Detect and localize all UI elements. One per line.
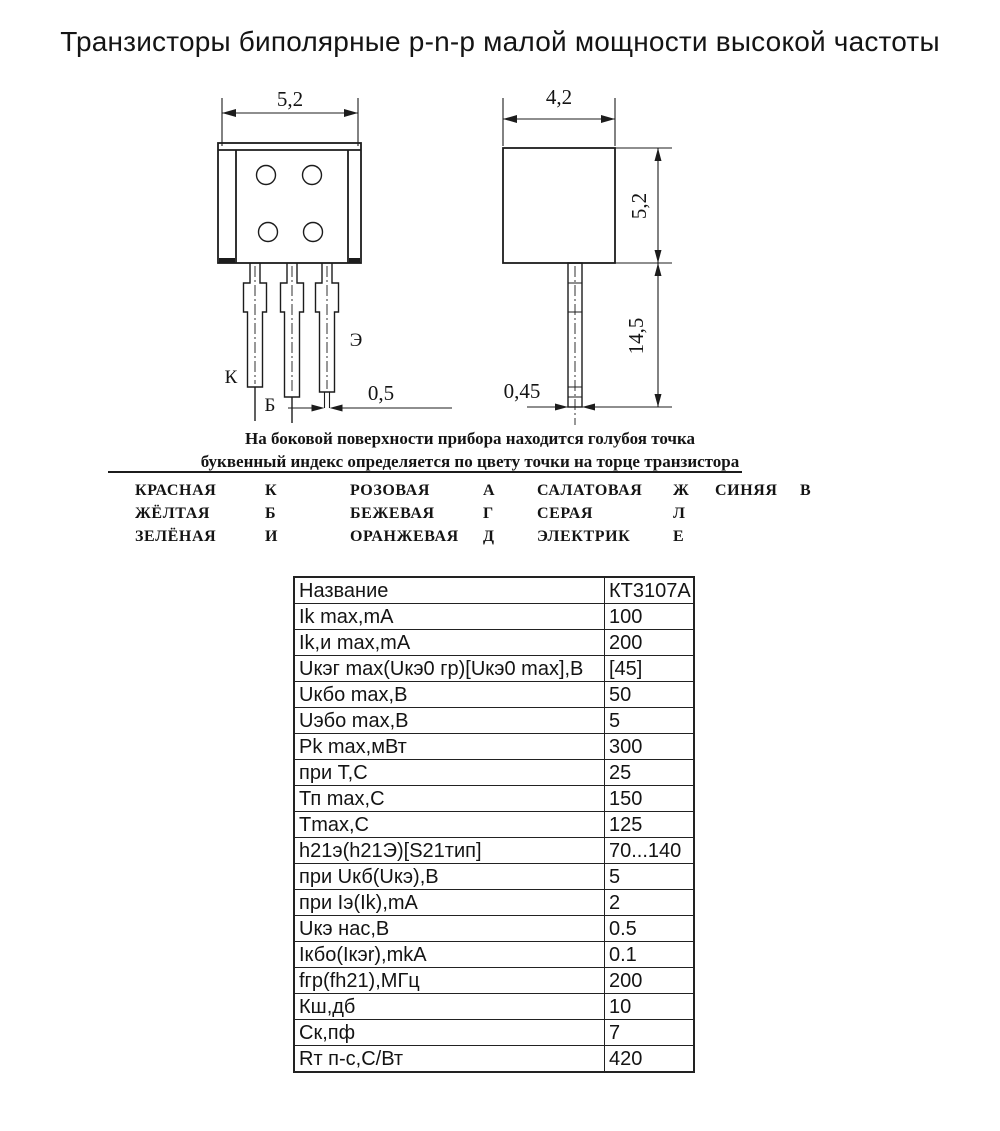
param-value: 5	[605, 708, 695, 734]
param-value: 100	[605, 604, 695, 630]
base-lead-label: Б	[264, 395, 276, 416]
table-row	[294, 968, 694, 994]
index-letter: А	[483, 481, 496, 499]
side-body-outline	[503, 148, 615, 263]
front-width-dimension: 5,2	[276, 87, 304, 111]
index-letter: И	[265, 527, 279, 545]
param-value: 5	[605, 864, 695, 890]
index-letter: Д	[483, 527, 495, 545]
table-row	[294, 942, 694, 968]
param-name: h21э(h21Э)[S21тип]	[294, 838, 605, 864]
divider-line	[108, 471, 742, 473]
side-depth-dimension: 4,2	[545, 85, 573, 109]
color-name: СИНЯЯ	[715, 481, 778, 499]
table-row	[294, 708, 694, 734]
color-name: ЭЛЕКТРИК	[537, 527, 631, 545]
param-name: при Iэ(Ik),mA	[294, 890, 605, 916]
table-row	[294, 734, 694, 760]
page-title: Транзисторы биполярные p-n-p малой мощности высокой частоты	[60, 26, 940, 57]
param-name: Uэбо max,В	[294, 708, 605, 734]
index-letter: Л	[673, 504, 686, 522]
param-name: Ik max,mA	[294, 604, 605, 630]
mounting-holes	[257, 166, 323, 242]
param-value: 25	[605, 760, 695, 786]
param-name: fгр(fh21),МГц	[294, 968, 605, 994]
front-body-outline	[218, 143, 361, 263]
side-view-drawing	[503, 85, 672, 425]
table-row	[294, 1020, 694, 1046]
lead-width-dimension: 0,5	[367, 381, 395, 405]
table-row	[294, 760, 694, 786]
param-value: 70...140	[605, 838, 695, 864]
table-row	[294, 1046, 694, 1073]
color-name: СЕРАЯ	[537, 504, 594, 522]
param-value: 50	[605, 682, 695, 708]
param-name-header: Название	[294, 577, 605, 604]
front-leads	[244, 263, 339, 423]
color-name: КРАСНАЯ	[135, 481, 217, 499]
color-code-row	[135, 479, 875, 502]
index-letter: Ж	[673, 481, 690, 499]
side-lead	[568, 263, 582, 425]
param-name: Uкэ нас,В	[294, 916, 605, 942]
param-value: 2	[605, 890, 695, 916]
table-row	[294, 864, 694, 890]
color-code-table	[135, 479, 875, 548]
table-row	[294, 630, 694, 656]
param-name: Uкэг max(Uкэ0 гр)[Uкэ0 max],В	[294, 656, 605, 682]
table-row	[294, 994, 694, 1020]
emitter-lead-label: Э	[349, 330, 363, 351]
param-name: Uкбо max,В	[294, 682, 605, 708]
param-value: 150	[605, 786, 695, 812]
param-name: Iкбо(Iкэr),mkA	[294, 942, 605, 968]
note-line-2: буквенный индекс определяется по цвету точки на торце транзистора	[200, 452, 740, 471]
param-name: Кш,дб	[294, 994, 605, 1020]
color-dot-notes	[140, 427, 800, 473]
param-value: 420	[605, 1046, 695, 1073]
color-name: БЕЖЕВАЯ	[350, 504, 435, 522]
param-value: [45]	[605, 656, 695, 682]
parameters-table-body	[294, 577, 694, 1072]
color-name: РОЗОВАЯ	[350, 481, 430, 499]
param-value: 200	[605, 630, 695, 656]
lead-thickness-dimension: 0,45	[503, 379, 541, 403]
index-letter: Е	[673, 527, 685, 545]
index-letter: Г	[483, 504, 494, 522]
color-name: ЖЁЛТАЯ	[135, 504, 210, 522]
param-name: Tmax,С	[294, 812, 605, 838]
index-letter: К	[265, 481, 278, 499]
param-name: Ik,и max,mA	[294, 630, 605, 656]
param-name: при Т,С	[294, 760, 605, 786]
param-value: 10	[605, 994, 695, 1020]
param-value-header: КТ3107А	[605, 577, 695, 604]
table-header-row	[294, 577, 694, 604]
lead-length-dimension: 14,5	[624, 317, 648, 355]
table-row	[294, 682, 694, 708]
param-value: 200	[605, 968, 695, 994]
param-name: Тп max,С	[294, 786, 605, 812]
param-value: 7	[605, 1020, 695, 1046]
color-code-row	[135, 525, 875, 548]
table-row	[294, 838, 694, 864]
param-value: 0.1	[605, 942, 695, 968]
param-name: при Uкб(Uкэ),В	[294, 864, 605, 890]
table-row	[294, 786, 694, 812]
parameters-table	[293, 576, 695, 1073]
package-drawings	[150, 80, 720, 430]
front-view-drawing	[218, 87, 452, 423]
table-row	[294, 916, 694, 942]
param-value: 300	[605, 734, 695, 760]
color-code-row	[135, 502, 875, 525]
param-name: Rт п-с,С/Вт	[294, 1046, 605, 1073]
color-name: ОРАНЖЕВАЯ	[350, 527, 459, 545]
color-name: САЛАТОВАЯ	[537, 481, 643, 499]
side-height-dimension: 5,2	[627, 192, 651, 220]
index-letter: Б	[265, 504, 277, 522]
collector-lead-label: К	[224, 367, 238, 388]
param-value: 0.5	[605, 916, 695, 942]
table-row	[294, 656, 694, 682]
table-row	[294, 890, 694, 916]
param-name: Ск,пф	[294, 1020, 605, 1046]
param-value: 125	[605, 812, 695, 838]
table-row	[294, 604, 694, 630]
table-row	[294, 812, 694, 838]
color-name: ЗЕЛЁНАЯ	[135, 527, 217, 545]
param-name: Pk max,мВт	[294, 734, 605, 760]
index-letter: В	[800, 481, 812, 499]
note-line-1: На боковой поверхности прибора находится голубоя точка	[244, 429, 696, 448]
